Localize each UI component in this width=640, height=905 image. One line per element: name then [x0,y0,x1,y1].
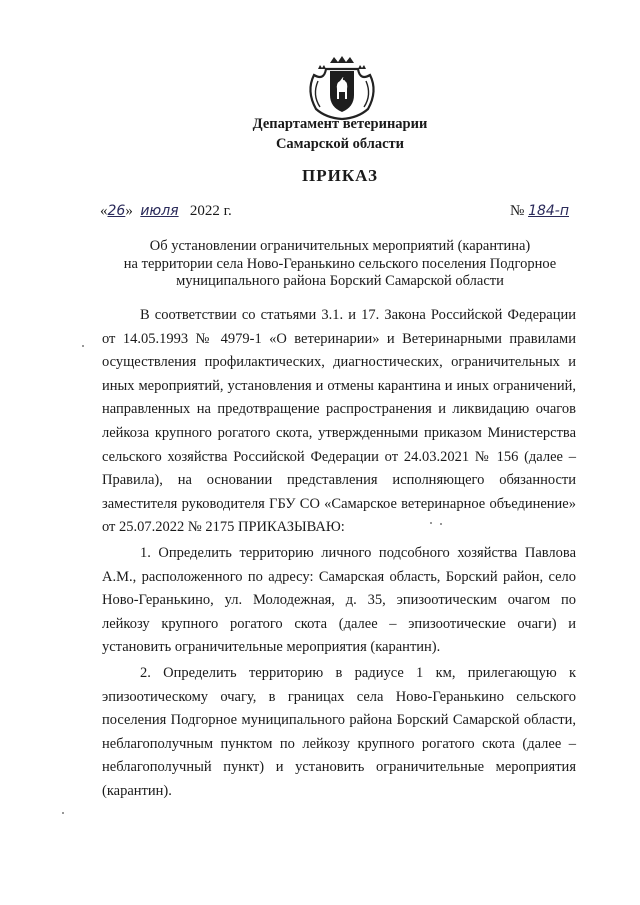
department-line-1: Департамент ветеринарии [252,116,428,132]
department-name [190,114,490,154]
scan-speck [430,522,432,524]
number-label: № [510,203,525,219]
order-number [510,203,569,220]
order-body [102,304,576,803]
department-line-2: Самарской области [275,136,405,152]
item-1-paragraph: 1. Определить территорию личного подсобного хозяйства Павлова А.М., расположенного по адресу: Самарская область, Борский район, село Ново-Геранькино, ул. Молодежная, д. 35, эпизоотическим очагом по лейкозу крупного рогатого скота (далее – эпизоотические очаги) и установить ограничительные мероприятия (карантин). [102,544,576,656]
order-date [100,203,232,220]
item-2-paragraph: 2. Определить территорию в радиусе 1 км, прилегающую к эпизоотическому очагу, в границах села Ново-Геранькино сельского поселения Подгорное муниципального района Борский Самарской области, неблагополучным пунктом по лейкозу крупного рогатого скота (далее – неблагополучный пункт) и установить ограничительные мероприятия (карантин). [102,664,576,799]
date-close-quote: » [125,203,133,219]
subject-line-3: муниципального района Борский Самарской области [176,273,504,289]
preamble-paragraph: В соответствии со статьями 3.1. и 17. Закона Российской Федерации от 14.05.1993 № 4979-1 «О ветеринарии» и Ветеринарными правилами осуществления профилактических, диагностических, ограничительных и иных мероприятий, установления и отмены карантина и иных ограничений, направленных на предотвращение распространения и ликвидацию очагов лейкоза крупного рогатого скота, утвержденными приказом Министерства сельского хозяйства Российской Федерации от 24.03.2021 № 156 (далее – Правила), на основании представления исполняющего обязанности заместителя руководителя ГБУ СО «Самарское ветеринарное объединение» от 25.07.2022 № 2175 ПРИКАЗЫВАЮ: [102,307,576,536]
scan-speck [62,812,64,814]
date-month: июля [140,203,179,219]
scan-speck [440,523,442,525]
date-open-quote: « [100,203,108,219]
subject-line-2: на территории села Ново-Геранькино сельского поселения Подгорное [123,255,557,272]
subject-line-1: Об установлении ограничительных мероприятий (карантина) [149,238,531,254]
scan-speck [82,345,84,347]
date-day: 26 [107,203,126,219]
number-value: 184-п [528,203,569,219]
samara-coat-of-arms-icon [300,55,384,121]
date-year: 2022 г. [189,203,232,219]
order-subject [110,238,570,291]
document-type: ПРИКАЗ [302,166,378,185]
